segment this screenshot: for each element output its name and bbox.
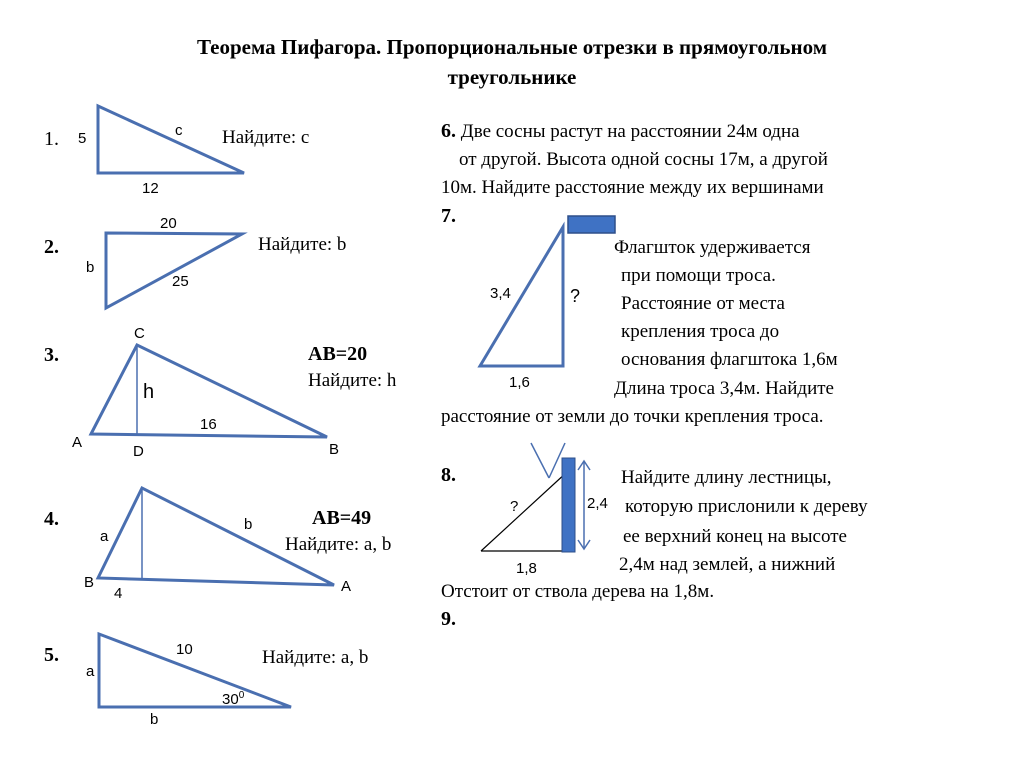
p1-leg-a-label: 5 [78, 130, 87, 147]
p2-hyp-label: 25 [172, 273, 189, 290]
p8-line-5: Отстоит от ствола дерева на 1,8м. [441, 581, 715, 602]
p4-given: АВ=49 [312, 507, 372, 529]
page-title [0, 32, 1024, 92]
p3-seg-label: 16 [200, 416, 217, 433]
p7-question-mark: ? [570, 286, 581, 306]
p1-hyp-label: с [175, 122, 183, 139]
p6-line-3: 10м. Найдите расстояние между их вершинами [441, 177, 824, 198]
p5-angle-value: 30 [222, 691, 239, 708]
p3-given: АВ=20 [308, 343, 368, 365]
p5-a-label: а [86, 663, 95, 680]
problem-4-number: 4. [44, 508, 59, 530]
title-line-1: Теорема Пифагора. Пропорциональные отрезки в прямоугольном [196, 35, 828, 59]
problem-5-number: 5. [44, 644, 59, 666]
p3-task: Найдите: h [308, 370, 397, 391]
p3-point-d: D [133, 443, 144, 460]
p8-line-4: 2,4м над землей, а нижний [619, 554, 836, 575]
title-line-2: треугольнике [447, 65, 577, 89]
p8-height-label: 2,4 [587, 495, 608, 512]
p7-line-3: Расстояние от места [621, 293, 785, 314]
p6-line-2: от другой. Высота одной сосны 17м, а другой [459, 149, 828, 170]
problem-3-number: 3. [44, 344, 59, 366]
p2-top-label: 20 [160, 215, 177, 232]
p7-base-label: 1,6 [509, 374, 530, 391]
p8-line-2: которую прислонили к дереву [625, 496, 868, 517]
problem-8-number: 8. [441, 464, 456, 486]
p7-line-2: при помощи троса. [621, 265, 776, 286]
p5-angle-label [222, 690, 244, 708]
p4-vertex-a: А [341, 578, 352, 595]
p2-leg-label: b [86, 259, 95, 276]
p8-question-mark: ? [510, 498, 519, 515]
p1-leg-b-label: 12 [142, 180, 159, 197]
ladder-line [481, 472, 567, 551]
p4-task: Найдите: а, b [285, 534, 392, 555]
p7-line-1: Флагшток удерживается [614, 237, 811, 258]
problem-1-number: 1. [44, 128, 59, 150]
p3-vertex-b: В [329, 441, 340, 458]
p5-angle-degree: 0 [238, 690, 245, 701]
p1-task: Найдите: с [222, 127, 310, 148]
problem-7-number: 7. [441, 205, 456, 227]
problem-9-number: 9. [441, 608, 456, 630]
p4-a-label: а [100, 528, 109, 545]
p3-vertex-c: С [134, 325, 145, 342]
p4-b-label: b [244, 516, 253, 533]
p6-line-1: Две сосны растут на расстоянии 24м одна [460, 121, 800, 142]
flag-shape [568, 216, 615, 233]
problem-6 [441, 117, 828, 202]
p3-h-label: h [143, 381, 155, 403]
p3-vertex-a: А [72, 434, 83, 451]
p7-line-7: расстояние от земли до точки крепления троса. [441, 406, 824, 427]
p7-line-4: крепления троса до [621, 321, 780, 342]
p8-base-label: 1,8 [516, 560, 537, 577]
p2-task: Найдите: b [258, 234, 347, 255]
branch-line-1 [531, 443, 549, 478]
p8-line-3: ее верхний конец на высоте [623, 526, 847, 547]
p7-line-5: основания флагштока 1,6м [621, 349, 838, 370]
p5-b-label: b [150, 711, 159, 728]
triangle-2 [106, 233, 242, 308]
problem-6-number: 6. [441, 120, 456, 142]
p8-line-1: Найдите длину лестницы, [621, 467, 832, 488]
triangle-5 [99, 634, 291, 707]
problem-2-number: 2. [44, 236, 59, 258]
p5-task: Найдите: а, b [262, 647, 369, 668]
p4-vertex-b: В [84, 574, 95, 591]
p7-line-6: Длина троса 3,4м. Найдите [614, 378, 834, 399]
p5-hyp-label: 10 [176, 641, 193, 658]
p7-hyp-label: 3,4 [490, 285, 511, 302]
p4-seg-label: 4 [114, 585, 123, 602]
tree-trunk [562, 458, 575, 552]
